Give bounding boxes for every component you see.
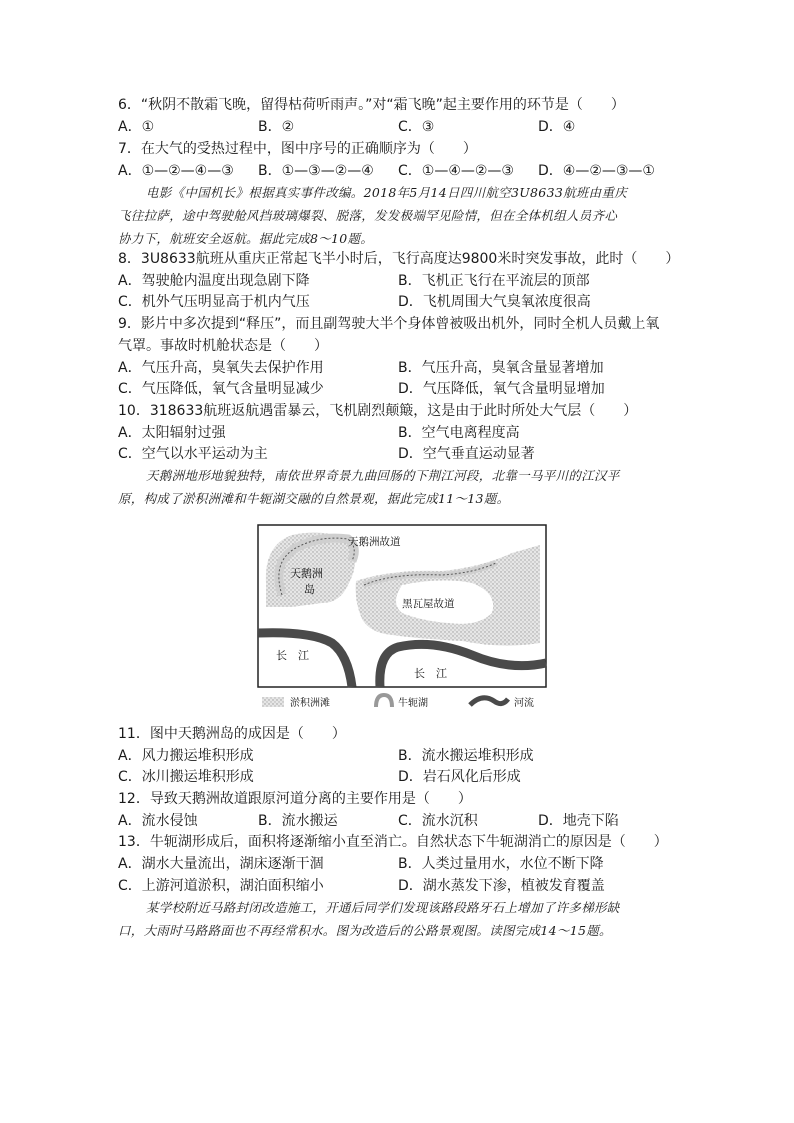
q11-option-d: D．岩石风化后形成 — [398, 769, 521, 785]
q13-option-b: B．人类过量用水，水位不断下降 — [398, 856, 604, 872]
passage-road-renovation — [118, 896, 678, 942]
q11-option-a: A．风力搬运堆积形成 — [118, 748, 254, 764]
passage-1-line-2: 飞往拉萨，途中驾驶舱风挡玻璃爆裂、脱落，发发极端罕见险情，但在全体机组人员齐心 — [118, 208, 618, 223]
legend-river-label: 河流 — [514, 698, 534, 709]
q13-option-a: A．湖水大量流出，湖床逐渐干涸 — [118, 856, 324, 872]
q11-option-c: C．冰川搬运堆积形成 — [118, 769, 254, 785]
q10-option-b: B．空气电离程度高 — [398, 425, 520, 441]
q12-option-b: B．流水搬运 — [258, 813, 338, 829]
q10-option-a: A．太阳辐射过强 — [118, 425, 226, 441]
passage-china-captain — [118, 181, 678, 250]
map-svg — [252, 523, 552, 713]
oxbow-lake-map — [252, 523, 552, 713]
question-12-stem: 12．导致天鹅洲故道跟原河道分离的主要作用是（ ） — [118, 791, 472, 807]
q9-option-c: C．气压降低，氧气含量明显减少 — [118, 381, 324, 397]
passage-1-line-3: 协力下，航班安全返航。据此完成8～10题。 — [118, 231, 374, 246]
q8-option-d: D．飞机周围大气臭氧浓度很高 — [398, 294, 591, 310]
question-13-stem: 13．牛轭湖形成后，面积将逐渐缩小直至消亡。自然状态下牛轭湖消亡的原因是（ ） — [118, 834, 668, 850]
question-8-stem: 8．3U8633航班从重庆正常起飞半小时后，飞行高度达9800米时突发事故，此时（ ） — [118, 251, 680, 267]
label-tiane-island-2: 岛 — [304, 583, 315, 596]
q9-option-a: A．气压升高，臭氧失去保护作用 — [118, 360, 324, 376]
question-9-stem: 9．影片中多次提到“释压”，而且副驾驶大半个身体曾被吸出机外，同时全机人员戴上氧 — [118, 316, 660, 332]
passage-3-line-2: 口，大雨时马路路面也不再经常积水。图为改造后的公路景观图。读图完成14～15题。 — [118, 923, 612, 938]
question-6-stem: 6．“秋阴不散霜飞晚，留得枯荷听雨声。”对“霜飞晚”起主要作用的环节是（ ） — [118, 97, 625, 113]
q12-option-a: A．流水侵蚀 — [118, 813, 198, 829]
passage-1-line-1: 电影《中国机长》根据真实事件改编。2018年5月14日四川航空3U8633航班由重庆 — [146, 185, 628, 200]
label-heiwawu-old-channel: 黑瓦屋故道 — [402, 598, 455, 610]
q7-option-d: D．④—②—③—① — [538, 163, 655, 179]
label-yangtze-right: 长 江 — [414, 667, 447, 680]
q10-option-d: D．空气垂直运动显著 — [398, 446, 535, 462]
q9-option-d: D．气压降低，氧气含量明显增加 — [398, 381, 605, 397]
q6-option-d: D．④ — [538, 119, 576, 135]
passage-2-line-1: 天鹅洲地形地貌独特，南依世界奇景九曲回肠的下荆江河段，北靠一马平川的江汉平 — [146, 468, 620, 483]
passage-2-line-2: 原，构成了淤积洲滩和牛轭湖交融的自然景观，据此完成11～13题。 — [118, 491, 510, 506]
passage-3-line-1: 某学校附近马路封闭改造施工，开通后同学们发现该路段路牙石上增加了许多梯形缺 — [146, 900, 620, 915]
q12-option-c: C．流水沉积 — [398, 813, 478, 829]
legend-river-swatch — [470, 698, 508, 705]
q6-option-c: C．③ — [398, 119, 435, 135]
q6-option-a: A．① — [118, 119, 155, 135]
legend-oxbow-label: 牛轭湖 — [398, 698, 428, 709]
q6-option-b: B．② — [258, 119, 295, 135]
q10-option-c: C．空气以水平运动为主 — [118, 446, 268, 462]
q8-option-b: B．飞机正飞行在平流层的顶部 — [398, 273, 590, 289]
q8-option-a: A．驾驶舱内温度出现急剧下降 — [118, 273, 310, 289]
legend-shoal-label: 淤积洲滩 — [290, 698, 330, 709]
q7-option-c: C．①—④—②—③ — [398, 163, 514, 179]
label-yangtze-left: 长 江 — [276, 649, 309, 662]
q12-option-d: D．地壳下陷 — [538, 813, 619, 829]
label-tiane-old-channel: 天鹅洲故道 — [348, 536, 401, 548]
q8-option-c: C．机外气压明显高于机内气压 — [118, 294, 310, 310]
question-10-stem: 10．318633航班返航遇雷暴云，飞机剧烈颠簸，这是由于此时所处大气层（ ） — [118, 403, 638, 419]
label-tiane-island: 天鹅洲 — [290, 567, 323, 580]
q7-option-b: B．①—③—②—④ — [258, 163, 374, 179]
q13-option-d: D．湖水蒸发下渗，植被发育覆盖 — [398, 878, 605, 894]
question-9-stem-cont: 气罩。事故时机舱状态是（ ） — [118, 338, 328, 354]
question-11-stem: 11．图中天鹅洲岛的成因是（ ） — [118, 726, 346, 742]
question-7-stem: 7．在大气的受热过程中，图中序号的正确顺序为（ ） — [118, 141, 477, 157]
legend-oxbow-swatch — [376, 695, 392, 707]
q9-option-b: B．气压升高，臭氧含量显著增加 — [398, 360, 604, 376]
q13-option-c: C．上游河道淤积，湖泊面积缩小 — [118, 878, 324, 894]
passage-tiane-zhou — [118, 464, 678, 510]
legend-shoal-swatch — [262, 697, 284, 707]
q11-option-b: B．流水搬运堆积形成 — [398, 748, 534, 764]
q7-option-a: A．①—②—④—③ — [118, 163, 234, 179]
